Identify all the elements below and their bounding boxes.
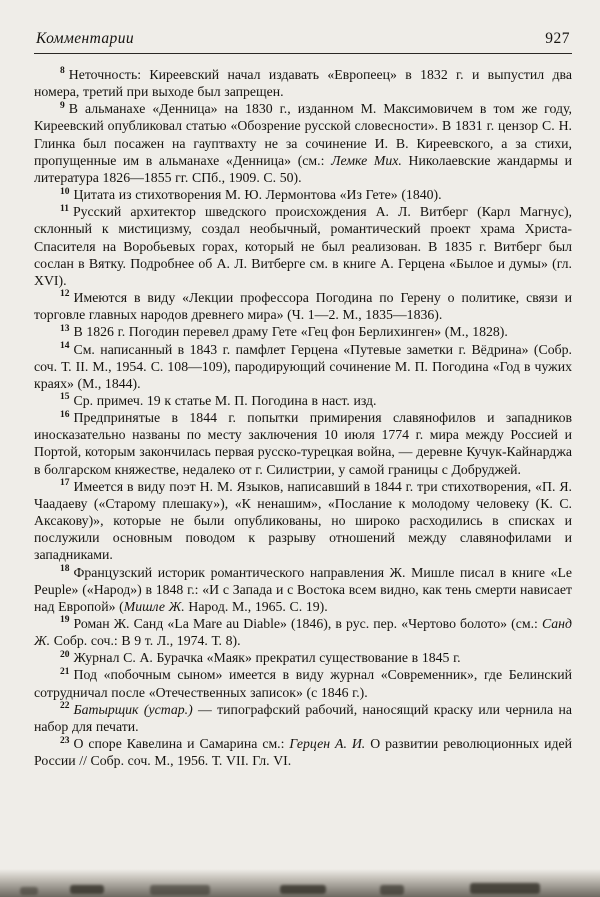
footnote-text: Под «побочным сыном» имеется в виду журнал «Современник», где Белинский сотрудничал после «Отечественных записок» (с 1846 г.). (34, 667, 572, 700)
ink-smudge (70, 885, 104, 894)
footnote-text-italic: Герцен А. И. (289, 736, 366, 752)
footnote-text: Народ. М., 1965. С. 19). (184, 598, 328, 614)
footnote-number: 19 (60, 615, 70, 626)
footnote-text-italic: Батырщик (устар.) (73, 701, 193, 717)
footnote-number: 17 (60, 478, 70, 489)
footnote (34, 701, 572, 735)
footnote (34, 66, 572, 100)
footnote-text: В альманахе «Денница» на 1830 г., изданном М. Максимовичем в том же году, Киреевский опубликовал статью «Обозрение русской словесности». В 1831 г. цензор С. Н. Глинка был посажен на гауптвахту не за сочинение И. В. Киреевского, а за стихи, пропущенные им в альманахе «Денница» (см.: (34, 101, 572, 168)
footnote-text: Имеется в виду поэт Н. М. Языков, написавший в 1844 г. три стихотворения, «П. Я. Чаадаеву («Старому плешаку»), «К ненашим», «Послание к молодому человеку (К. С. Аксакову)», которые не были опубликованы, но широко расходились в списках и послужили основным поводом к разрыву отношений между славянофилами и западниками. (34, 478, 572, 563)
footnote-number: 12 (60, 289, 70, 300)
footnote-number: 13 (60, 323, 70, 334)
footnote (34, 409, 572, 478)
footnote-number: 20 (60, 649, 70, 660)
footnote-number: 9 (60, 100, 65, 111)
footnote-text: См. написанный в 1843 г. памфлет Герцена «Путевые заметки г. Вёдрина» (Собр. соч. Т. II. М., 1954. С. 108—109), пародирующий сочинение М. П. Погодина «Год в чужих краях» (М., 1844). (34, 341, 572, 391)
footnote-text: Русский архитектор шведского происхождения А. Л. Витберг (Карл Магнус), склонный к мистицизму, создал необычный, романтический проект храма Христа-Спасителя на Воробьевых горах, который не был реализован. В 1835 г. Витберг был сослан в Вятку. Подробнее об А. Л. Витберге см. в книге А. Герцена «Былое и думы» (гл. XVI). (34, 204, 572, 288)
footnote (34, 323, 572, 340)
ink-smudge (20, 887, 38, 895)
footnote-text-italic: Лемке Мих. (331, 152, 402, 168)
footnote (34, 100, 572, 186)
footnote-text: Ср. примеч. 19 к статье М. П. Погодина в наст. изд. (73, 392, 377, 408)
footnote (34, 203, 572, 289)
ink-smudge (380, 885, 404, 895)
footnote-text: В 1826 г. Погодин перевел драму Гете «Гец фон Берлихинген» (М., 1828). (73, 324, 508, 340)
footnote-text-italic: Мишле Ж. (123, 598, 185, 614)
ink-smudge (150, 885, 210, 895)
page-header (34, 30, 572, 53)
footnote-number: 14 (60, 340, 70, 351)
footnote-text: Роман Ж. Санд «La Mare au Diable» (1846), в рус. пер. «Чертово болото» (см.: (73, 616, 542, 631)
page-number: 927 (545, 30, 570, 47)
footnote (34, 289, 572, 323)
footnote-number: 8 (60, 66, 65, 77)
footnote-number: 15 (60, 392, 70, 403)
footnote (34, 186, 572, 203)
footnote-text-italic: Санд Ж. (34, 616, 572, 649)
footnote (34, 735, 572, 769)
scan-edge-artifact (0, 869, 600, 897)
footnote-text: Собр. соч.: В 9 т. Л., 1974. Т. 8). (50, 633, 241, 649)
footnote-number: 23 (60, 735, 70, 746)
footnote-text: Имеются в виду «Лекции профессора Погодина по Герену о политике, связи и торговле главных народов древнего мира» (Ч. 1—2. М., 1835—1836). (34, 290, 572, 323)
footnote (34, 478, 572, 564)
footnote (34, 392, 572, 409)
footnote-text: Предпринятые в 1844 г. попытки примирения славянофилов и западников иносказательно названы по месту заключения 10 июля 1774 г. мира между Россией и Портой, которым закончилась первая русско-турецкая война, — деревне Кучук-Кайнарджа в болгарском княжестве, недалеко от г. Силистрии, у самой границы с Добруджей. (34, 410, 572, 477)
footnote (34, 649, 572, 666)
footnote-text: Французский историк романтического направления Ж. Мишле писал в книге «Le Peuple» («Народ») в 1848 г.: «И с Запада и с Востока всем видно, как тень смерти нависает над Европой» ( (34, 564, 572, 614)
footnote-text: О споре Кавелина и Самарина см.: (73, 736, 290, 752)
footnote (34, 615, 572, 649)
footnote-number: 18 (60, 563, 70, 574)
footnote-number: 21 (60, 666, 70, 677)
notes-list (34, 66, 572, 769)
footnote (34, 341, 572, 392)
footnote-text: О развитии революционных идей России // Собр. соч. М., 1956. Т. VII. Гл. VI. (34, 736, 572, 769)
footnote-text: Журнал С. А. Бурачка «Маяк» прекратил существование в 1845 г. (73, 650, 461, 666)
footnote-text: — типографский рабочий, наносящий краску или чернила на набор для печати. (34, 701, 572, 734)
footnote-number: 16 (60, 409, 70, 420)
footnote-text: Неточность: Киреевский начал издавать «Европеец» в 1832 г. и выпустил два номера, третий при выходе был запрещен. (34, 67, 572, 100)
header-rule (34, 53, 572, 54)
footnote-number: 10 (60, 186, 70, 197)
footnote-text: Цитата из стихотворения М. Ю. Лермонтова «Из Гете» (1840). (73, 187, 442, 203)
running-head: Комментарии (36, 30, 134, 47)
footnote-number: 22 (60, 701, 70, 712)
ink-smudge (470, 883, 540, 894)
ink-smudge (280, 885, 326, 894)
footnote (34, 666, 572, 700)
footnote (34, 564, 572, 615)
footnote-number: 11 (60, 203, 69, 214)
footnote-text: Николаевские жандармы и литература 1826—1855 гг. СПб., 1909. С. 50). (34, 152, 572, 185)
